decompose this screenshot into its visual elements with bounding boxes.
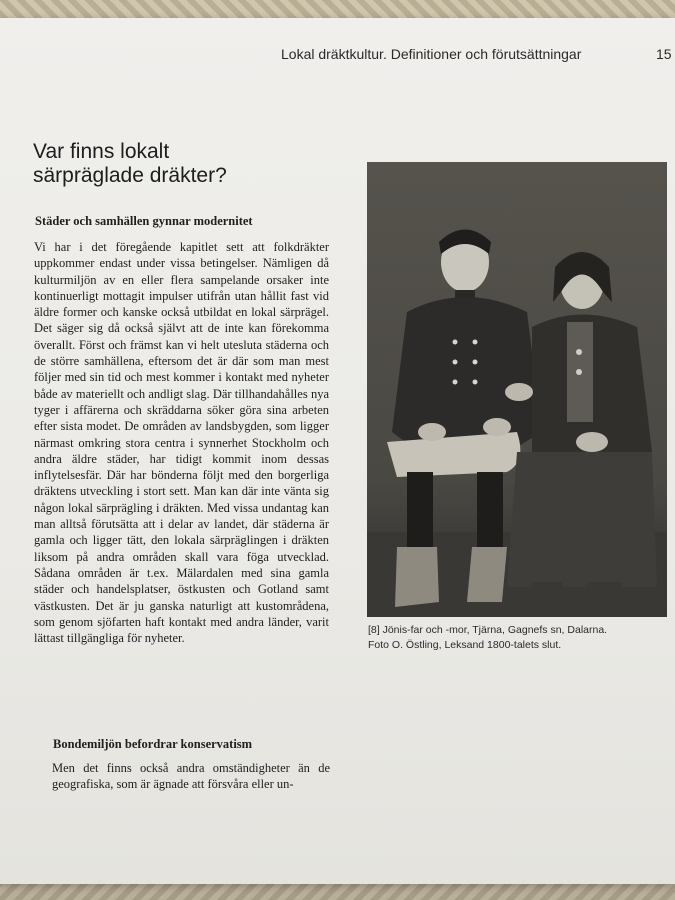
photo-caption-line-2: Foto O. Östling, Leksand 1800-talets slut. xyxy=(368,639,562,651)
chapter-title-line-1: Var finns lokalt xyxy=(33,140,170,163)
body-paragraph-cities: Vi har i det föregående kapitlet sett att folkdräkter uppkommer endast under vissa betingelser. Nämligen då kulturmiljön av en eller flera sampelande orsaker inte kontinuerligt mottagit impulser utifrån utan hållit fast vid äldre former och kanske också utbildat en lokal särprägel. Det säger sig då också självt att de inte kan förekomma överallt. Först och främst kan vi helt utesluta städerna och de större samhällena, eftersom det är där som man mest följer med sin tid och mest kommer i kontakt med nyheter både av materiellt och andligt slag. Där tillhandahålles nya tyger i affärerna och skräddarna söker göra sina arbeten efter sista modet. De områden av landsbygden, som ligger närmast omkring stora centra i synnerhet Stockholm och andra äldre städer, har tidigt kommit inom dessas inflytelsesfär. Där har bönderna följt med den borgerliga dräktens utveckling i stort sett. Man kan där inte vänta sig någon lokal särprägling i dräkten. Med vissa undantag kan man alltså förutsätta att i delar av landet, där städerna är gamla och ligger tätt, den lokala särpräglingen i dräkten liksom på andra områden skall vara föga utvecklad. Sådana områden är t.ex. Mälardalen med sina gamla städer och handelsplatser, östkusten och Gotland samt västkusten. Det är ju ganska naturligt att kustområdena, som genom sjöfarten haft kontakt med andra länder, varit lättast tillgängliga för nyheter. xyxy=(34,240,329,646)
historical-photograph xyxy=(367,162,667,617)
section-heading-cities: Städer och samhällen gynnar modernitet xyxy=(35,214,253,228)
section-heading-peasant-milieu: Bondemiljön befordrar konservatism xyxy=(53,737,253,751)
running-head: Lokal dräktkultur. Definitioner och förutsättningar xyxy=(281,46,582,62)
chapter-title xyxy=(33,140,333,188)
page-number: 15 xyxy=(656,46,672,62)
photo-caption xyxy=(368,623,668,653)
chapter-title-line-2: särpräglade dräkter? xyxy=(33,164,227,187)
body-paragraph-peasant-milieu: Men det finns också andra omständigheter än de geografiska, som är ägnade att försvåra eller un- xyxy=(52,761,330,792)
photo-caption-line-1: [8] Jönis-far och -mor, Tjärna, Gagnefs sn, Dalarna. xyxy=(368,624,608,636)
photograph-illustration xyxy=(367,162,667,617)
